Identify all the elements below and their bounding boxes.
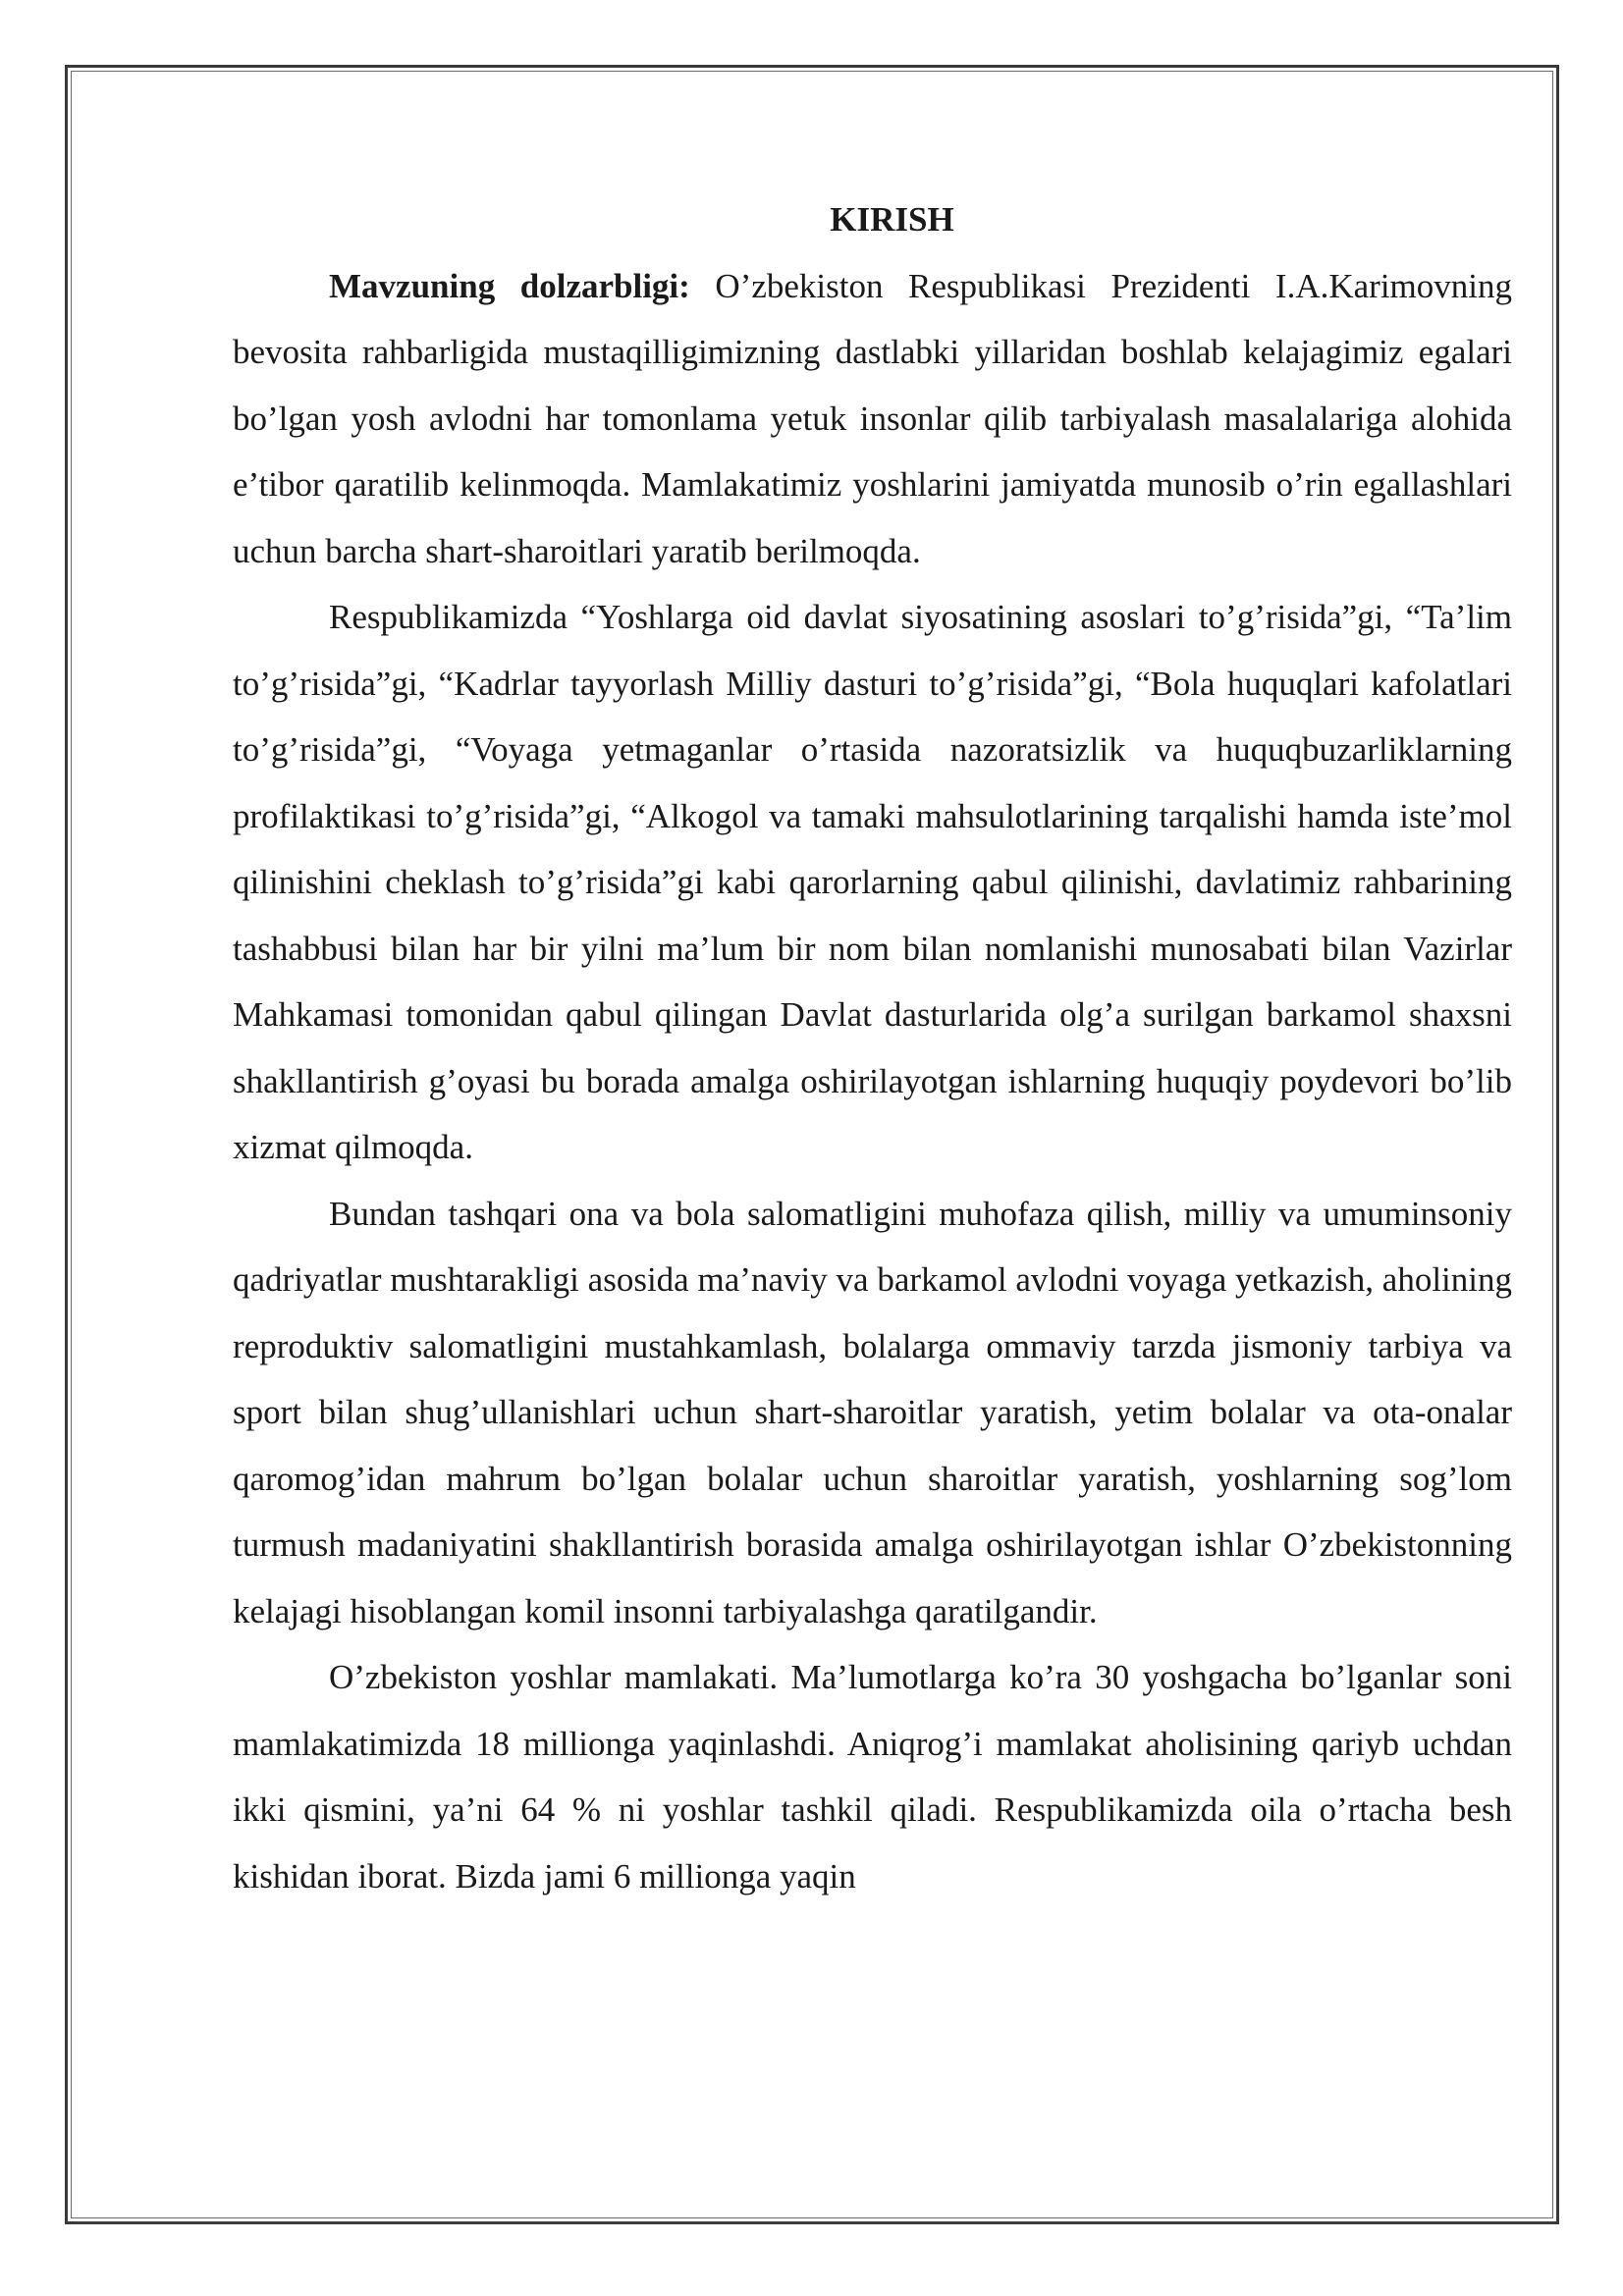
paragraph-health xyxy=(233,1181,1512,1645)
paragraph-lead: Mavzuning dolzarbligi: xyxy=(329,266,690,305)
paragraph-text: Respublikamizda “Yoshlarga oid davlat siyosatining asoslari to’g’risida”gi, “Ta’lim to’g’risida”gi, “Kadrlar tayyorlash Milliy dasturi to’g’risida”gi, “Bola huquqlari kafolatlari to’g’risida”gi, “Voyaga yetmaganlar o’rtasida nazoratsizlik va huquqbuzarliklarning profilaktikasi to’g’risida”gi, “Alkogol va tamaki mahsulotlarining tarqalishi hamda iste’mol qilinishini cheklash to’g’risida”gi kabi qarorlarning qabul qilinishi, davlatimiz rahbarining tashabbusi bilan har bir yilni ma’lum bir nom bilan nomlanishi munosabati bilan Vazirlar Mahkamasi tomonidan qabul qilingan Davlat dasturlarida olg’a surilgan barkamol shaxsni shakllantirish g’oyasi bu borada amalga oshirilayotgan ishlarning huquqiy poydevori bo’lib xizmat qilmoqda. xyxy=(233,598,1512,1166)
page-title: KIRISH xyxy=(830,200,954,239)
paragraph-text: O’zbekiston Respublikasi Prezidenti I.A.Karimovning bevosita rahbarligida mustaqilligimizning dastlabki yillaridan boshlab kelajagimiz egalari bo’lgan yosh avlodni har tomonlama yetuk insonlar qilib tarbiyalash masalalariga alohida e’tibor qaratilib kelinmoqda. Mamlakatimiz yoshlarini jamiyatda munosib o’rin egallashlari uchun barcha shart-sharoitlari yaratib berilmoqda. xyxy=(233,266,1512,570)
paragraph-text: O’zbekiston yoshlar mamlakati. Ma’lumotlarga ko’ra 30 yoshgacha bo’lganlar soni mamlakatimizda 18 millionga yaqinlashdi. Aniqrog’i mamlakat aholisining qariyb uchdan ikki qismini, ya’ni 64 % ni yoshlar tashkil qiladi. Respublikamizda oila o’rtacha besh kishidan iborat. Bizda jami 6 millionga yaqin xyxy=(233,1658,1512,1896)
document-body xyxy=(233,187,1512,1909)
paragraph-laws xyxy=(233,584,1512,1181)
paragraph-text: Bundan tashqari ona va bola salomatligini muhofaza qilish, milliy va umuminsoniy qadriyatlar mushtarakligi asosida ma’naviy va barkamol avlodni voyaga yetkazish, aholining reproduktiv salomatligini mustahkamlash, bolalarga ommaviy tarzda jismoniy tarbiya va sport bilan shug’ullanishlari uchun shart-sharoitlar yaratish, yetim bolalar va ota-onalar qaromog’idan mahrum bo’lgan bolalar uchun sharoitlar yaratish, yoshlarning sog’lom turmush madaniyatini shakllantirish borasida amalga oshirilayotgan ishlar O’zbekistonning kelajagi hisoblangan komil insonni tarbiyalashga qaratilgandir. xyxy=(233,1194,1512,1630)
paragraph-youth xyxy=(233,1644,1512,1909)
paragraph-relevance xyxy=(233,253,1512,585)
